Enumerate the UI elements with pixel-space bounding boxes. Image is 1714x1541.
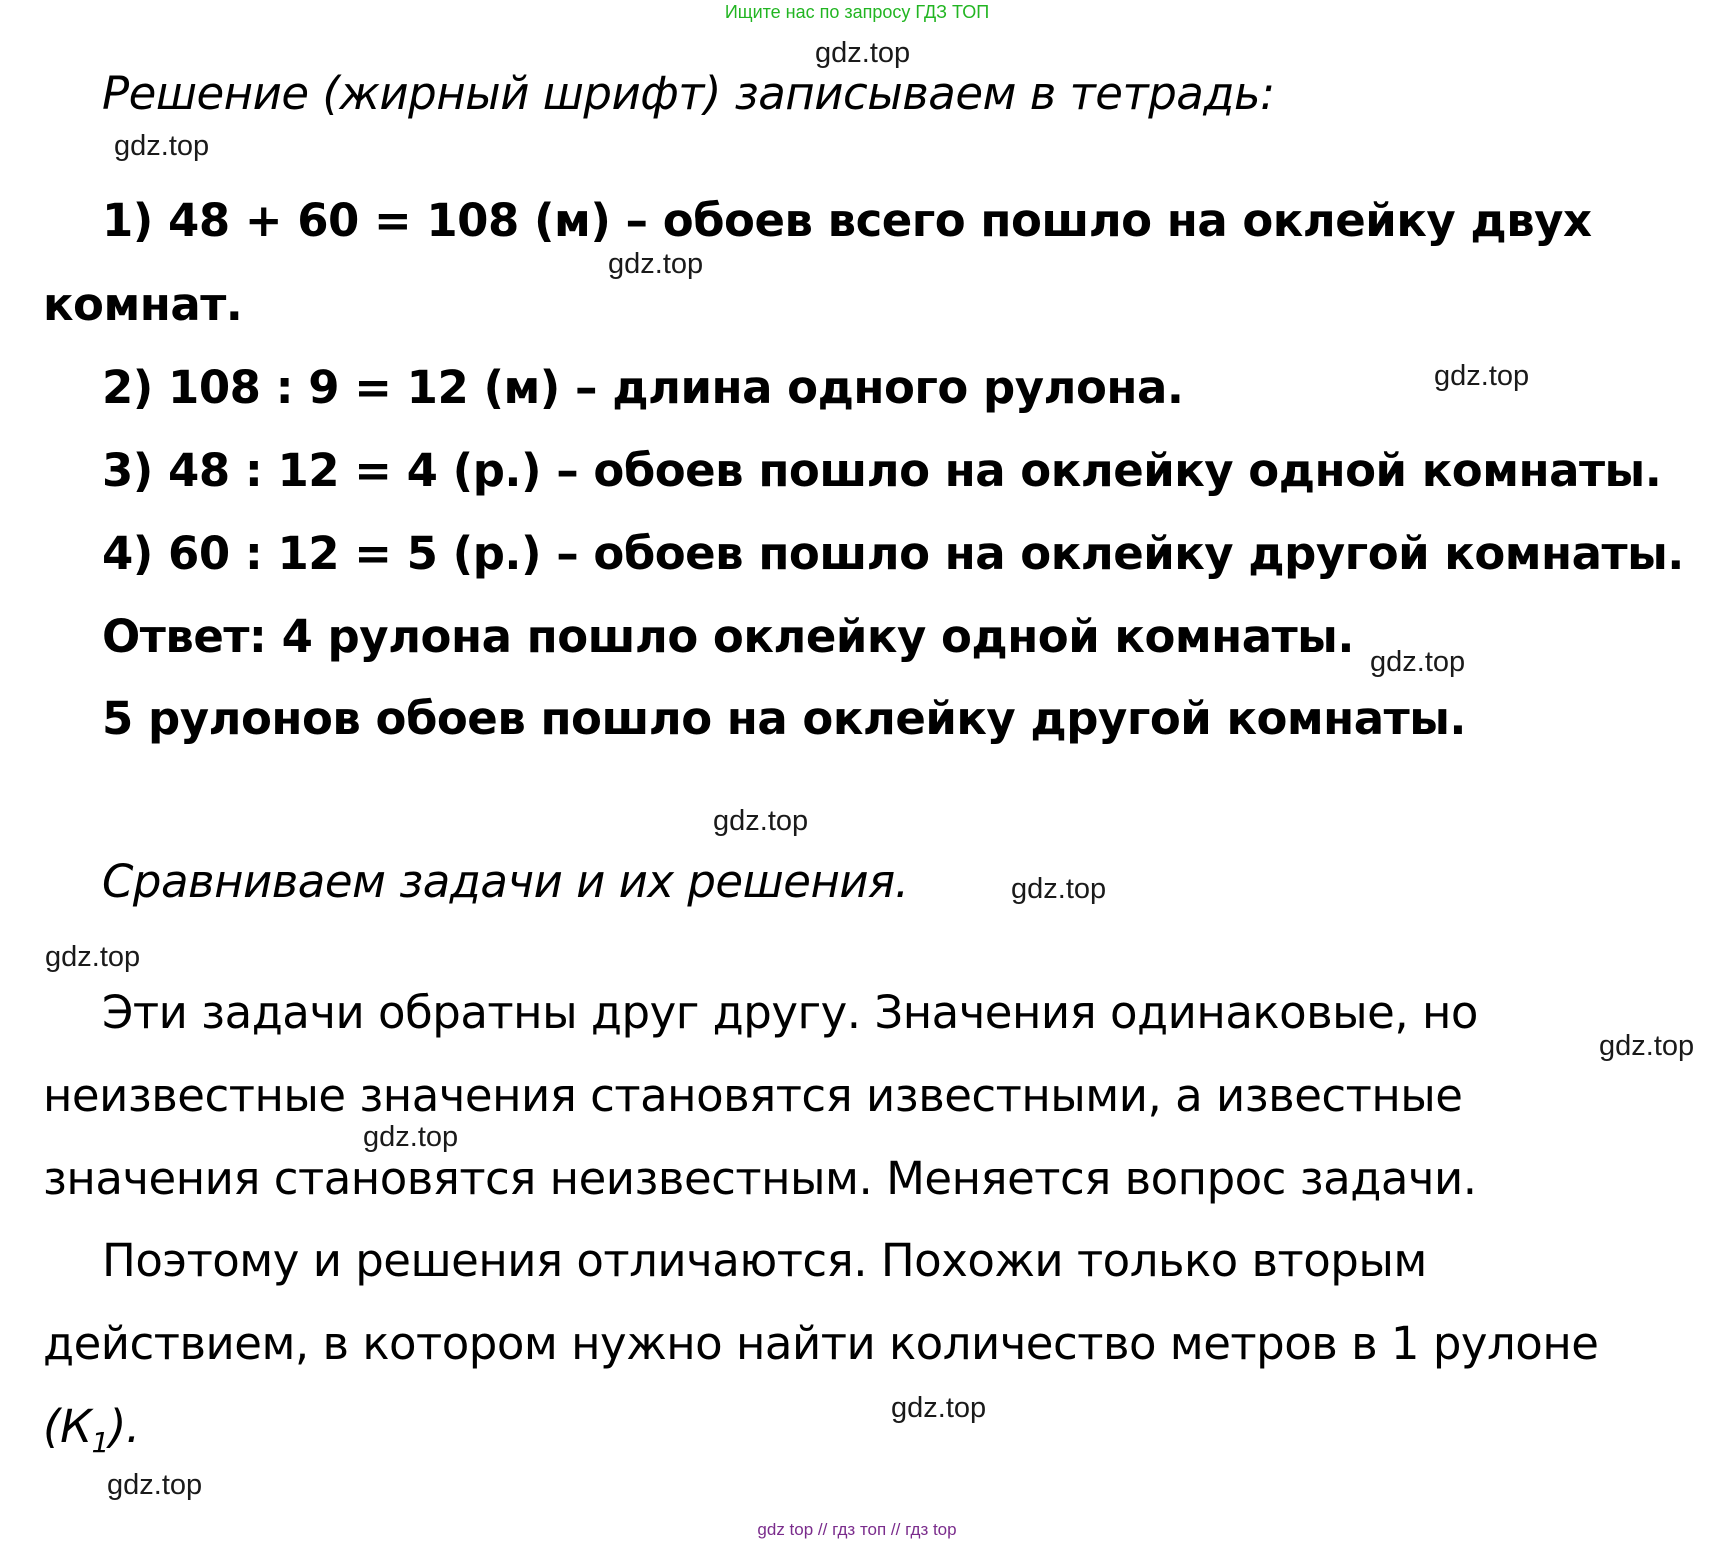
watermark: gdz.top bbox=[363, 1121, 459, 1153]
comparison-heading: Сравниваем задачи и их решения. bbox=[102, 855, 909, 908]
solution-step-1-continued: комнат. bbox=[43, 278, 243, 331]
solution-step-2: 2) 108 : 9 = 12 (м) – длина одного рулона. bbox=[102, 361, 1184, 414]
watermark: gdz.top bbox=[1599, 1030, 1695, 1062]
variable-subscript: 1 bbox=[91, 1426, 109, 1459]
footer-links: gdz top // гдз топ // гдз top bbox=[757, 1520, 957, 1539]
watermark: gdz.top bbox=[114, 130, 210, 162]
watermark: gdz.top bbox=[608, 248, 704, 280]
watermark: gdz.top bbox=[815, 37, 911, 69]
solution-step-1: 1) 48 + 60 = 108 (м) – обоев всего пошло на оклейку двух bbox=[102, 194, 1592, 247]
watermark: gdz.top bbox=[1434, 360, 1530, 392]
comparison-paragraph-1-line-1: Эти задачи обратны друг другу. Значения одинаковые, но bbox=[102, 986, 1478, 1039]
watermark: gdz.top bbox=[713, 805, 809, 837]
answer-line-1: Ответ: 4 рулона пошло оклейку одной комнаты. bbox=[102, 610, 1354, 663]
solution-intro: Решение (жирный шрифт) записываем в тетрадь: bbox=[102, 67, 1275, 120]
watermark: gdz.top bbox=[891, 1392, 987, 1424]
answer-line-2: 5 рулонов обоев пошло на оклейку другой комнаты. bbox=[102, 692, 1467, 745]
solution-step-3: 3) 48 : 12 = 4 (р.) – обоев пошло на оклейку одной комнаты. bbox=[102, 444, 1662, 497]
watermark: gdz.top bbox=[1011, 873, 1107, 905]
comparison-paragraph-1-line-3: значения становятся неизвестным. Меняется вопрос задачи. bbox=[43, 1152, 1477, 1205]
variable-k: К bbox=[60, 1400, 92, 1453]
solution-step-4: 4) 60 : 12 = 5 (р.) – обоев пошло на оклейку другой комнаты. bbox=[102, 527, 1684, 580]
paren-close: ). bbox=[108, 1400, 140, 1453]
paren-open: ( bbox=[43, 1400, 61, 1453]
watermark: gdz.top bbox=[1370, 646, 1466, 678]
search-hint: Ищите нас по запросу ГДЗ ТОП bbox=[724, 2, 990, 22]
watermark: gdz.top bbox=[107, 1469, 203, 1501]
comparison-paragraph-2-line-3 bbox=[43, 1400, 140, 1459]
comparison-paragraph-2-line-1: Поэтому и решения отличаются. Похожи только вторым bbox=[102, 1234, 1427, 1287]
comparison-paragraph-1-line-2: неизвестные значения становятся известными, а известные bbox=[43, 1069, 1463, 1122]
comparison-paragraph-2-line-2: действием, в котором нужно найти количество метров в 1 рулоне bbox=[43, 1317, 1599, 1370]
watermark: gdz.top bbox=[45, 941, 141, 973]
